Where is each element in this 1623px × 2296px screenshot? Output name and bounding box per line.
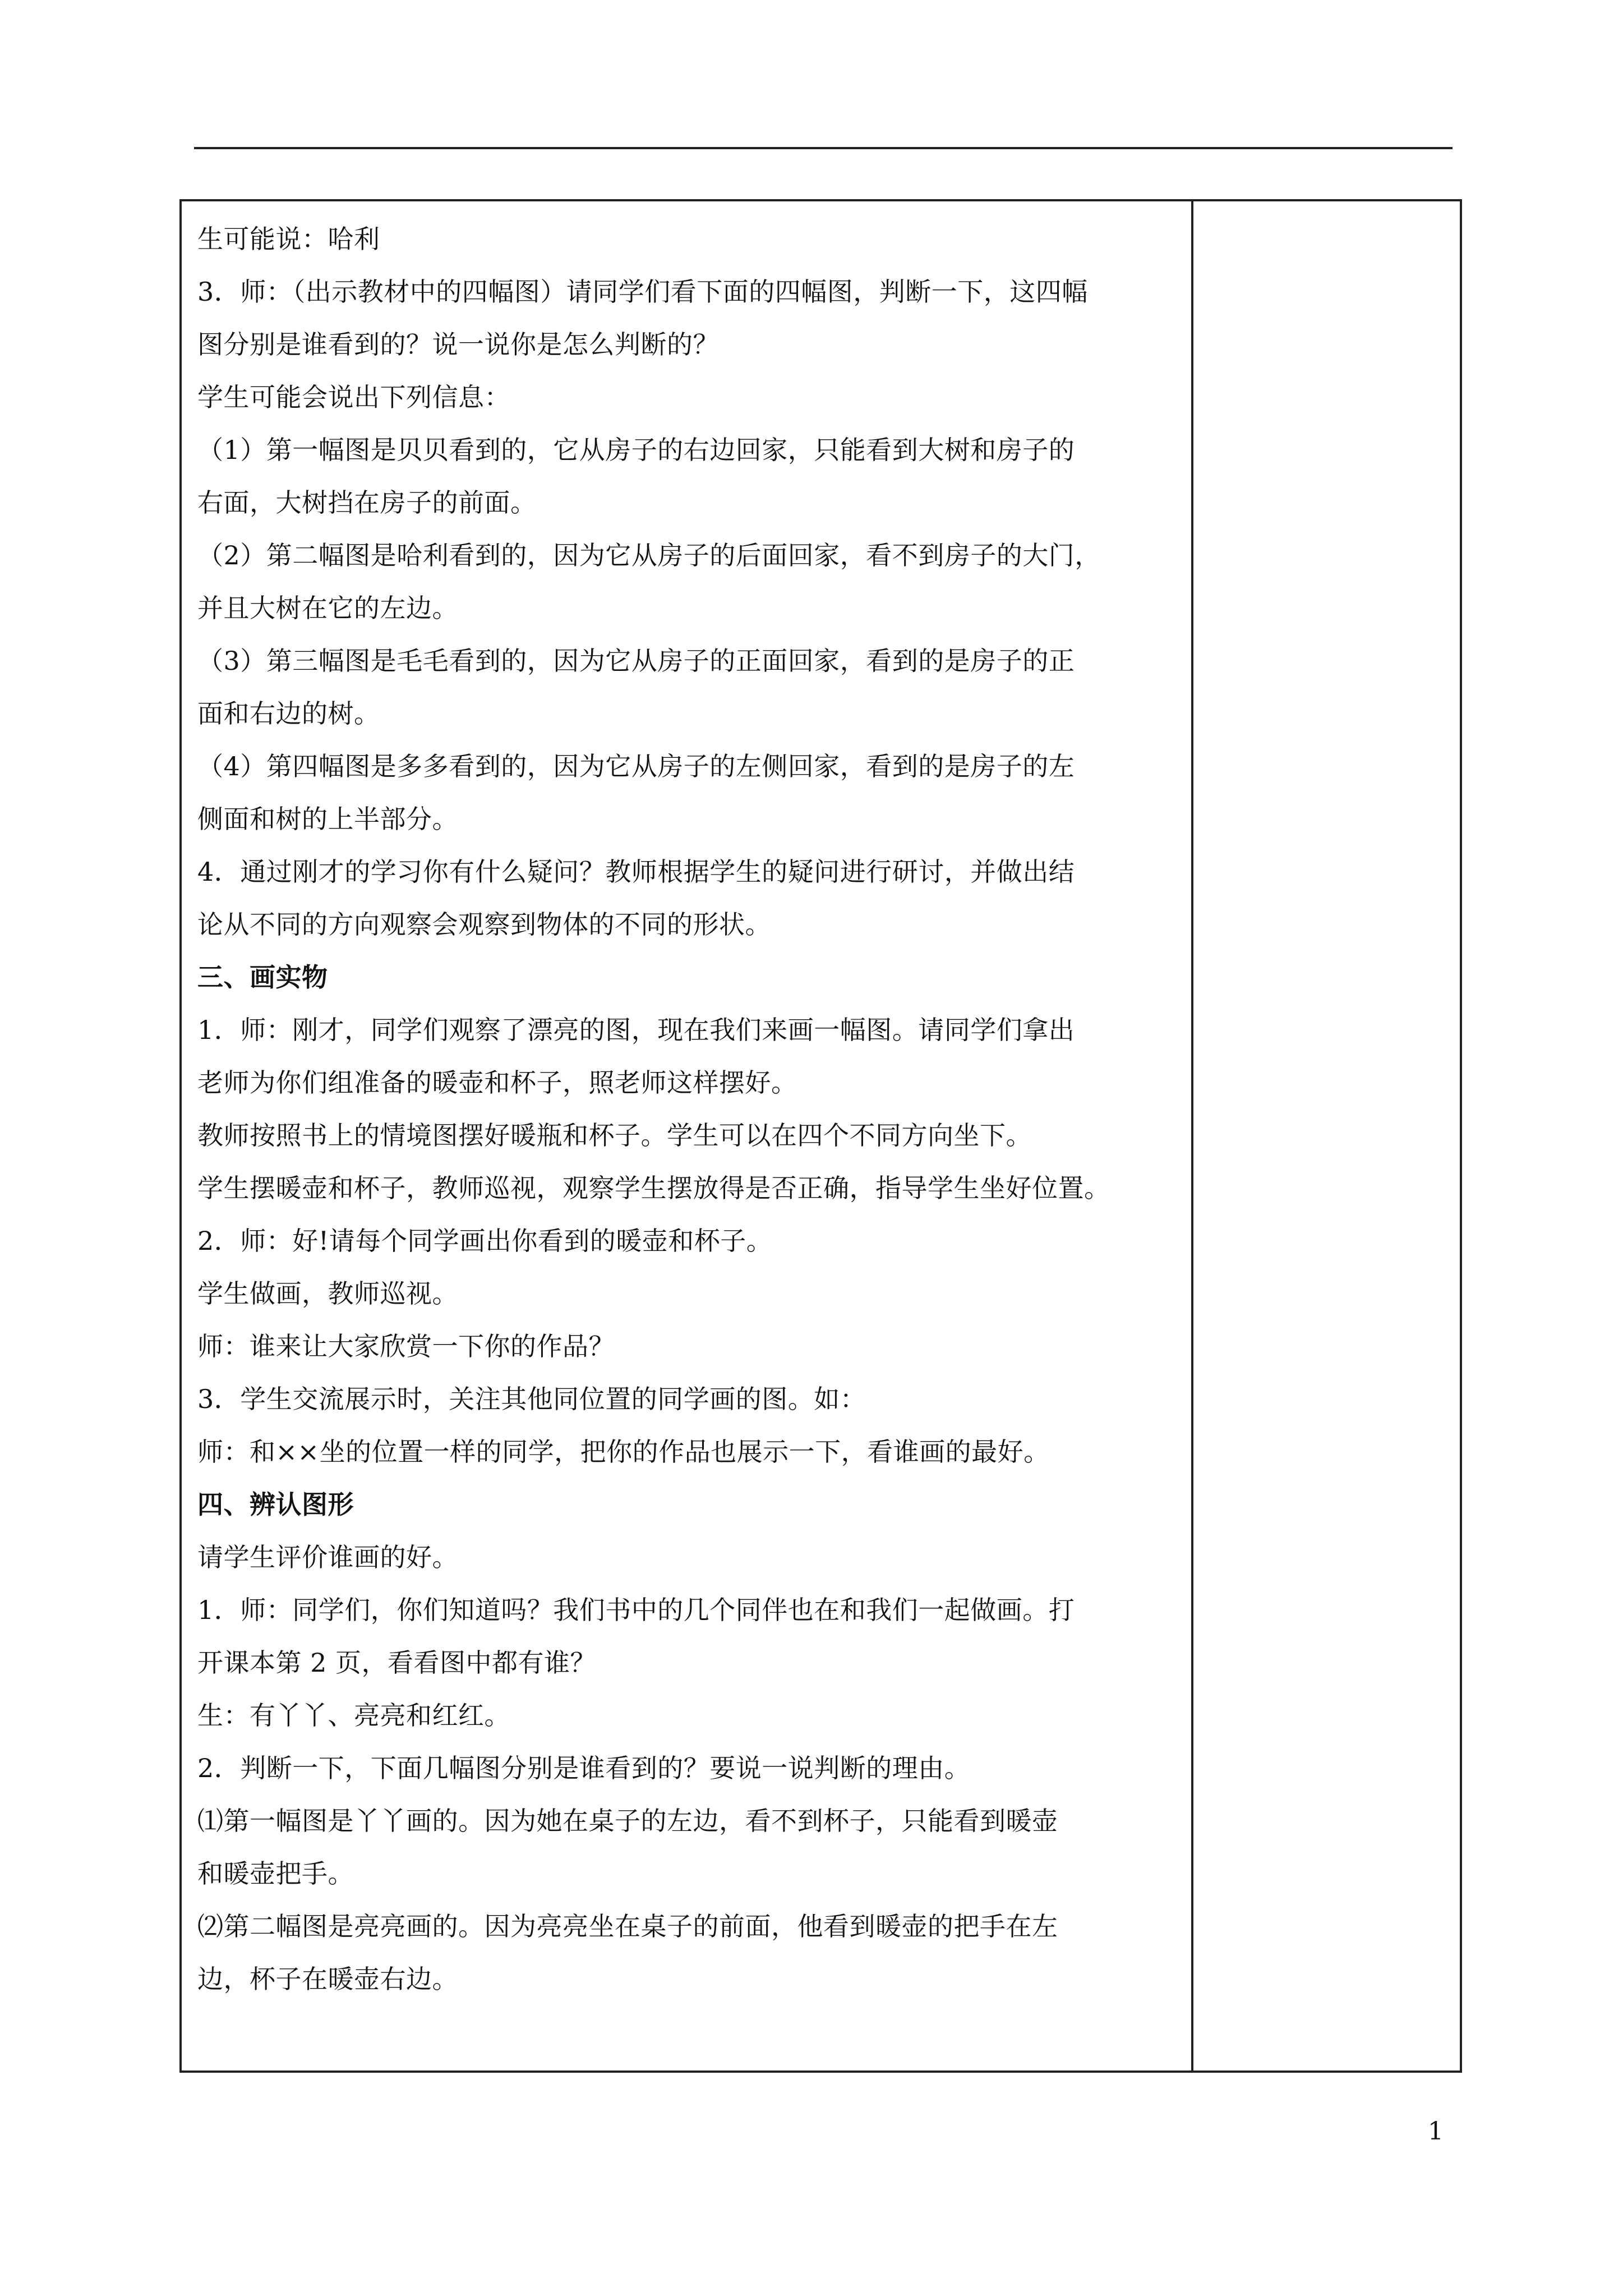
- text-line: 请学生评价谁画的好。: [197, 1542, 458, 1572]
- text-line: 边，杯子在暖壶右边。: [197, 1964, 458, 1994]
- text-line: 2．判断一下，下面几幅图分别是谁看到的？要说一说判断的理由。: [197, 1753, 971, 1783]
- text-line: 1．师：同学们，你们知道吗？我们书中的几个同伴也在和我们一起做画。打: [197, 1595, 1075, 1625]
- text-line: 教师按照书上的情境图摆好暖瓶和杯子。学生可以在四个不同方向坐下。: [197, 1120, 1032, 1151]
- text-line: 师：和××坐的位置一样的同学，把你的作品也展示一下，看谁画的最好。: [197, 1437, 1050, 1467]
- text-line: （4）第四幅图是多多看到的，因为它从房子的左侧回家，看到的是房子的左: [197, 751, 1075, 781]
- text-line: 学生可能会说出下列信息：: [197, 382, 510, 412]
- text-line: （1）第一幅图是贝贝看到的，它从房子的右边回家，只能看到大树和房子的: [197, 435, 1075, 465]
- text-line: 生：有丫丫、亮亮和红红。: [197, 1700, 510, 1731]
- text-line: 4．通过刚才的学习你有什么疑问？教师根据学生的疑问进行研讨，并做出结: [197, 857, 1075, 887]
- text-line: ⑴第一幅图是丫丫画的。因为她在桌子的左边，看不到杯子，只能看到暖壶: [197, 1806, 1058, 1836]
- lesson-table: [179, 199, 1462, 2073]
- text-line: （2）第二幅图是哈利看到的，因为它从房子的后面回家，看不到房子的大门，: [197, 540, 1101, 570]
- text-line: 生可能说：哈利: [197, 224, 380, 254]
- text-line: 右面，大树挡在房子的前面。: [197, 487, 537, 518]
- text-line: 论从不同的方向观察会观察到物体的不同的形状。: [197, 909, 771, 940]
- text-line: 1．师：刚才，同学们观察了漂亮的图，现在我们来画一幅图。请同学们拿出: [197, 1015, 1075, 1045]
- text-line: 面和右边的树。: [197, 698, 380, 729]
- text-line: 学生做画，教师巡视。: [197, 1278, 458, 1309]
- text-line: 侧面和树的上半部分。: [197, 804, 458, 834]
- notes-cell: [1193, 201, 1460, 2070]
- section-heading: 四、辨认图形: [197, 1489, 354, 1520]
- page-number: 1: [1428, 2117, 1444, 2146]
- lesson-content-cell: [197, 213, 1173, 2005]
- text-line: 2．师：好!请每个同学画出你看到的暖壶和杯子。: [197, 1226, 773, 1256]
- text-line: 和暖壶把手。: [197, 1858, 354, 1889]
- text-line: 学生摆暖壶和杯子，教师巡视，观察学生摆放得是否正确，指导学生坐好位置。: [197, 1173, 1110, 1203]
- text-line: 师：谁来让大家欣赏一下你的作品？: [197, 1331, 615, 1361]
- text-line: 图分别是谁看到的？说一说你是怎么判断的？: [197, 329, 719, 360]
- text-line: 3．师：（出示教材中的四幅图）请同学们看下面的四幅图，判断一下，这四幅: [197, 277, 1088, 307]
- header-rule: [194, 147, 1453, 149]
- text-line: 并且大树在它的左边。: [197, 593, 458, 623]
- text-line: 老师为你们组准备的暖壶和杯子，照老师这样摆好。: [197, 1068, 797, 1098]
- text-line: ⑵第二幅图是亮亮画的。因为亮亮坐在桌子的前面，他看到暖壶的把手在左: [197, 1911, 1058, 1941]
- section-heading: 三、画实物: [197, 962, 328, 992]
- text-line: （3）第三幅图是毛毛看到的，因为它从房子的正面回家，看到的是房子的正: [197, 646, 1075, 676]
- text-line: 3．学生交流展示时，关注其他同位置的同学画的图。如：: [197, 1384, 866, 1414]
- text-line: 开课本第 2 页，看看图中都有谁？: [197, 1648, 597, 1678]
